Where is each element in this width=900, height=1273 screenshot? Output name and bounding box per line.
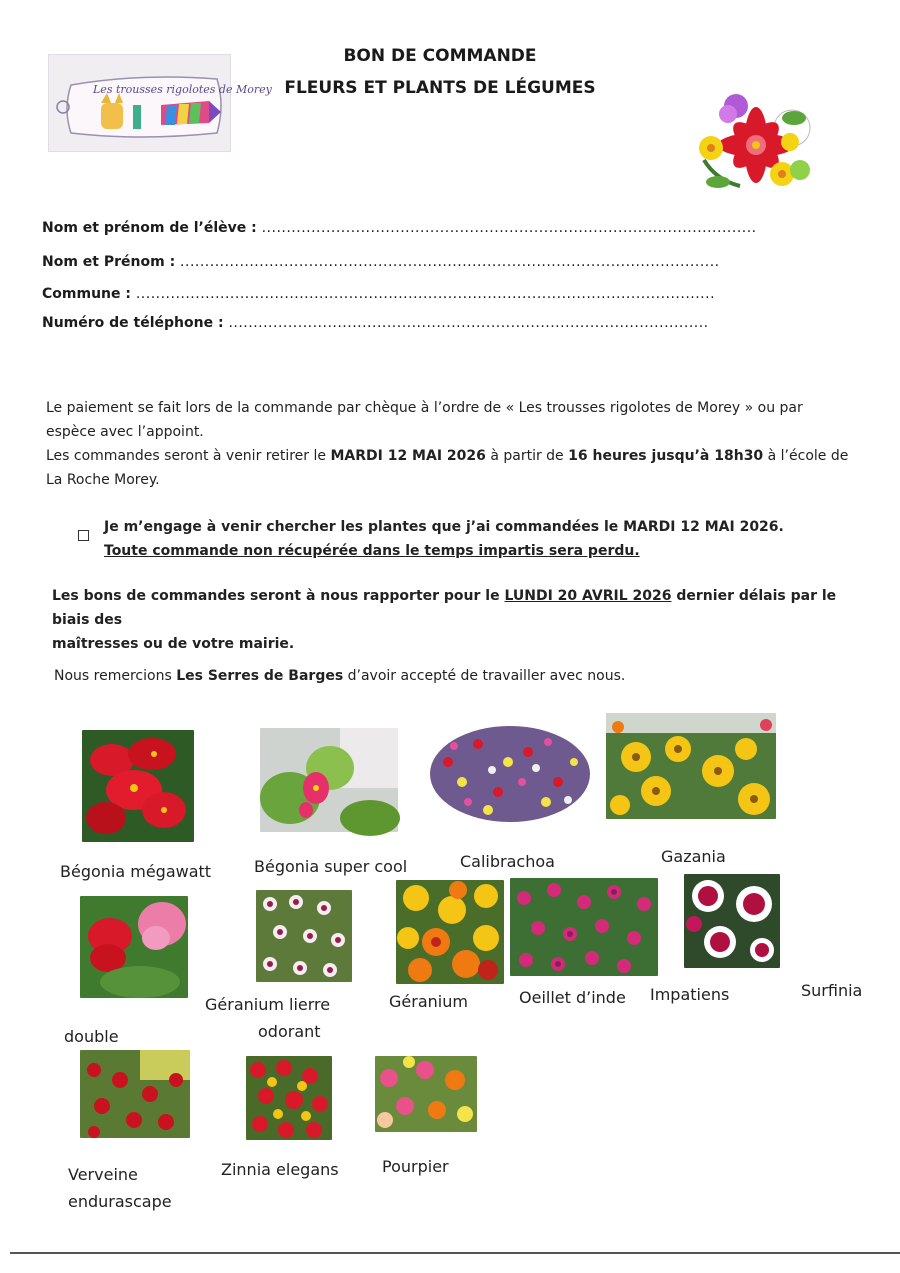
caption-gazania: Gazania [661, 847, 726, 866]
bottom-divider [10, 1252, 900, 1254]
caption-oeillet-d-inde: Oeillet d’inde [519, 988, 626, 1007]
caption-verveine-1: Verveine [68, 1165, 138, 1184]
pickup-mid: à partir de [490, 448, 564, 464]
deadline-suffix: dernier délais par le biais des [52, 588, 837, 628]
field-student-name[interactable] [42, 220, 757, 236]
caption-geranium-lierre-1: Géranium lierre [205, 995, 331, 1014]
photo-gazania [606, 713, 776, 819]
field-student-name-dots: .................................................................................................... [261, 220, 757, 236]
payment-line-2: espèce avec l’appoint. [46, 424, 204, 440]
thanks-prefix: Nous remercions [54, 668, 172, 684]
photo-pourpier [375, 1056, 477, 1132]
deadline-prefix: Les bons de commandes seront à nous rapporter pour le [52, 588, 500, 604]
photo-oeillet-d-inde [510, 878, 658, 976]
field-commune-label: Commune : [42, 286, 131, 302]
field-phone-label: Numéro de téléphone : [42, 315, 224, 331]
field-commune-dots: ..................................................................................................................... [135, 286, 716, 302]
photo-begonia-megawatt [82, 730, 194, 842]
thanks-line [54, 664, 874, 688]
caption-begonia-super-cool: Bégonia super cool [254, 857, 408, 876]
commitment-checkbox[interactable] [78, 530, 89, 541]
commitment-line-2: Toute commande non récupérée dans le temps impartis sera perdu. [104, 543, 640, 559]
field-commune[interactable] [42, 286, 715, 302]
thanks-nursery-name: Les Serres de Barges [176, 668, 344, 684]
field-student-name-label: Nom et prénom de l’élève : [42, 220, 257, 236]
caption-calibrachoa: Calibrachoa [460, 852, 555, 871]
photo-geranium [396, 880, 504, 984]
field-parent-name-label: Nom et Prénom : [42, 254, 176, 270]
thanks-suffix: d’avoir accepté de travailler avec nous. [347, 668, 626, 684]
photo-impatiens [684, 874, 780, 968]
photo-verveine [80, 1050, 190, 1138]
caption-geranium: Géranium [389, 992, 468, 1011]
field-phone[interactable] [42, 315, 709, 331]
photo-geranium-double [80, 896, 188, 998]
caption-double: double [64, 1027, 119, 1046]
pickup-date: MARDI 12 MAI 2026 [330, 448, 486, 464]
caption-zinnia: Zinnia elegans [221, 1160, 339, 1179]
commitment-line-1: Je m’engage à venir chercher les plantes que j’ai commandées le MARDI 12 MAI 2026. [104, 519, 784, 535]
pickup-time: 16 heures jusqu’à 18h30 [568, 448, 764, 464]
payment-paragraph [46, 396, 866, 492]
photo-geranium-lierre [256, 890, 352, 982]
flower-bouquet-image [696, 90, 816, 200]
payment-line-1: Le paiement se fait lors de la commande par chèque à l’ordre de « Les trousses rigolotes de Morey » ou par [46, 400, 803, 416]
photo-calibrachoa [428, 722, 590, 826]
field-phone-dots: ................................................................................................. [228, 315, 709, 331]
photo-begonia-super-cool [260, 728, 398, 832]
commitment-block [104, 515, 864, 563]
field-parent-name-dots: ............................................................................................................. [180, 254, 720, 270]
title-line-1: BON DE COMMANDE [343, 46, 537, 66]
caption-pourpier: Pourpier [382, 1157, 449, 1176]
caption-impatiens: Impatiens [650, 985, 730, 1004]
deadline-line-2: maîtresses ou de votre mairie. [52, 636, 295, 652]
deadline-paragraph [52, 584, 872, 656]
deadline-line-1 [52, 584, 872, 632]
field-parent-name[interactable] [42, 254, 720, 270]
pickup-line [46, 444, 866, 468]
photo-zinnia [246, 1056, 332, 1140]
caption-begonia-megawatt: Bégonia mégawatt [60, 862, 212, 881]
pencil-case-drawing [49, 55, 272, 153]
school-logo [48, 54, 272, 152]
title-line-2: FLEURS ET PLANTS DE LÉGUMES [284, 78, 596, 98]
caption-surfinia: Surfinia [801, 981, 863, 1000]
pickup-place: La Roche Morey. [46, 472, 160, 488]
logo-text: Les trousses rigolotes de Morey [93, 83, 272, 96]
caption-geranium-lierre-2: odorant [258, 1022, 321, 1041]
pickup-prefix: Les commandes seront à venir retirer le [46, 448, 326, 464]
caption-verveine-2: endurascape [68, 1192, 172, 1211]
pickup-suffix: à l’école de [767, 448, 849, 464]
deadline-date: LUNDI 20 AVRIL 2026 [504, 588, 672, 604]
